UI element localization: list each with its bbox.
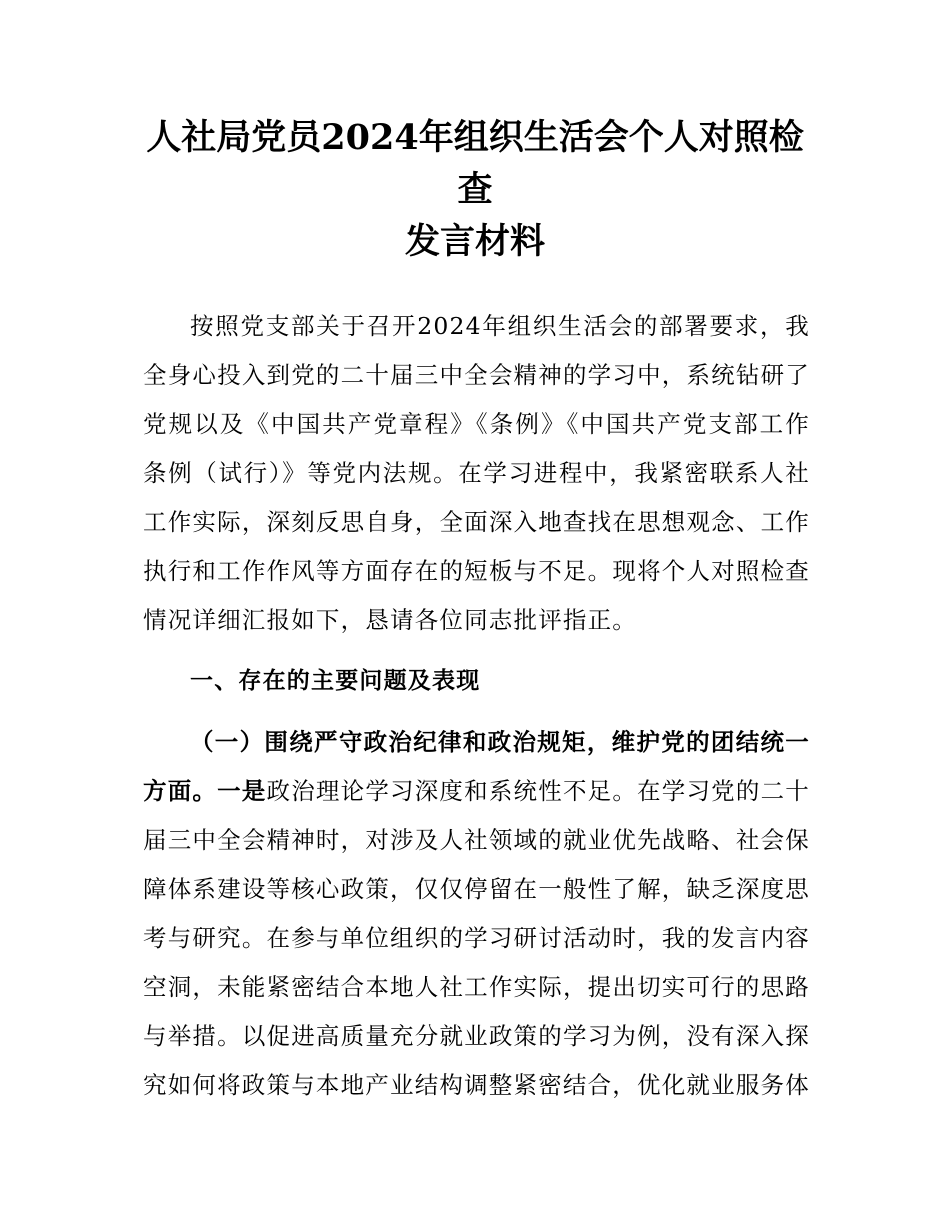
subsection-paragraph-1 [143, 718, 810, 1110]
point-lead-1: 一是 [217, 777, 267, 805]
document-body [143, 302, 810, 1110]
document-title [130, 112, 820, 268]
title-line-1: 人社局党员2024年组织生活会个人对照检查 [146, 117, 804, 210]
point-text-1: 政治理论学习深度和系统性不足。在学习党的二十届三中全会精神时，对涉及人社领域的就业优先战略、社会保障体系建设等核心政策，仅仅停留在一般性了解，缺乏深度思考与研究。在参与单位组织的学习研讨活动时，我的发言内容空洞，未能紧密结合本地人社工作实际，提出切实可行的思路与举措。以促进高质量充分就业政策的学习为例，没有深入探究如何将政策与本地产业结构调整紧密结合，优化就业服务体 [143, 777, 810, 1099]
intro-paragraph: 按照党支部关于召开2024年组织生活会的部署要求，我全身心投入到党的二十届三中全会精神的学习中，系统钻研了党规以及《中国共产党章程》《条例》《中国共产党支部工作条例（试行）》等党内法规。在学习进程中，我紧密联系人社工作实际，深刻反思自身，全面深入地查找在思想观念、工作执行和工作作风等方面存在的短板与不足。现将个人对照检查情况详细汇报如下，恳请各位同志批评指正。 [143, 312, 810, 634]
subsection-title-1: （一）围绕严守政治纪律和政治规矩，维护党的团结统一方面。 [143, 728, 810, 805]
section-heading-1: 一、存在的主要问题及表现 [190, 668, 481, 694]
title-line-2: 发言材料 [404, 221, 545, 262]
